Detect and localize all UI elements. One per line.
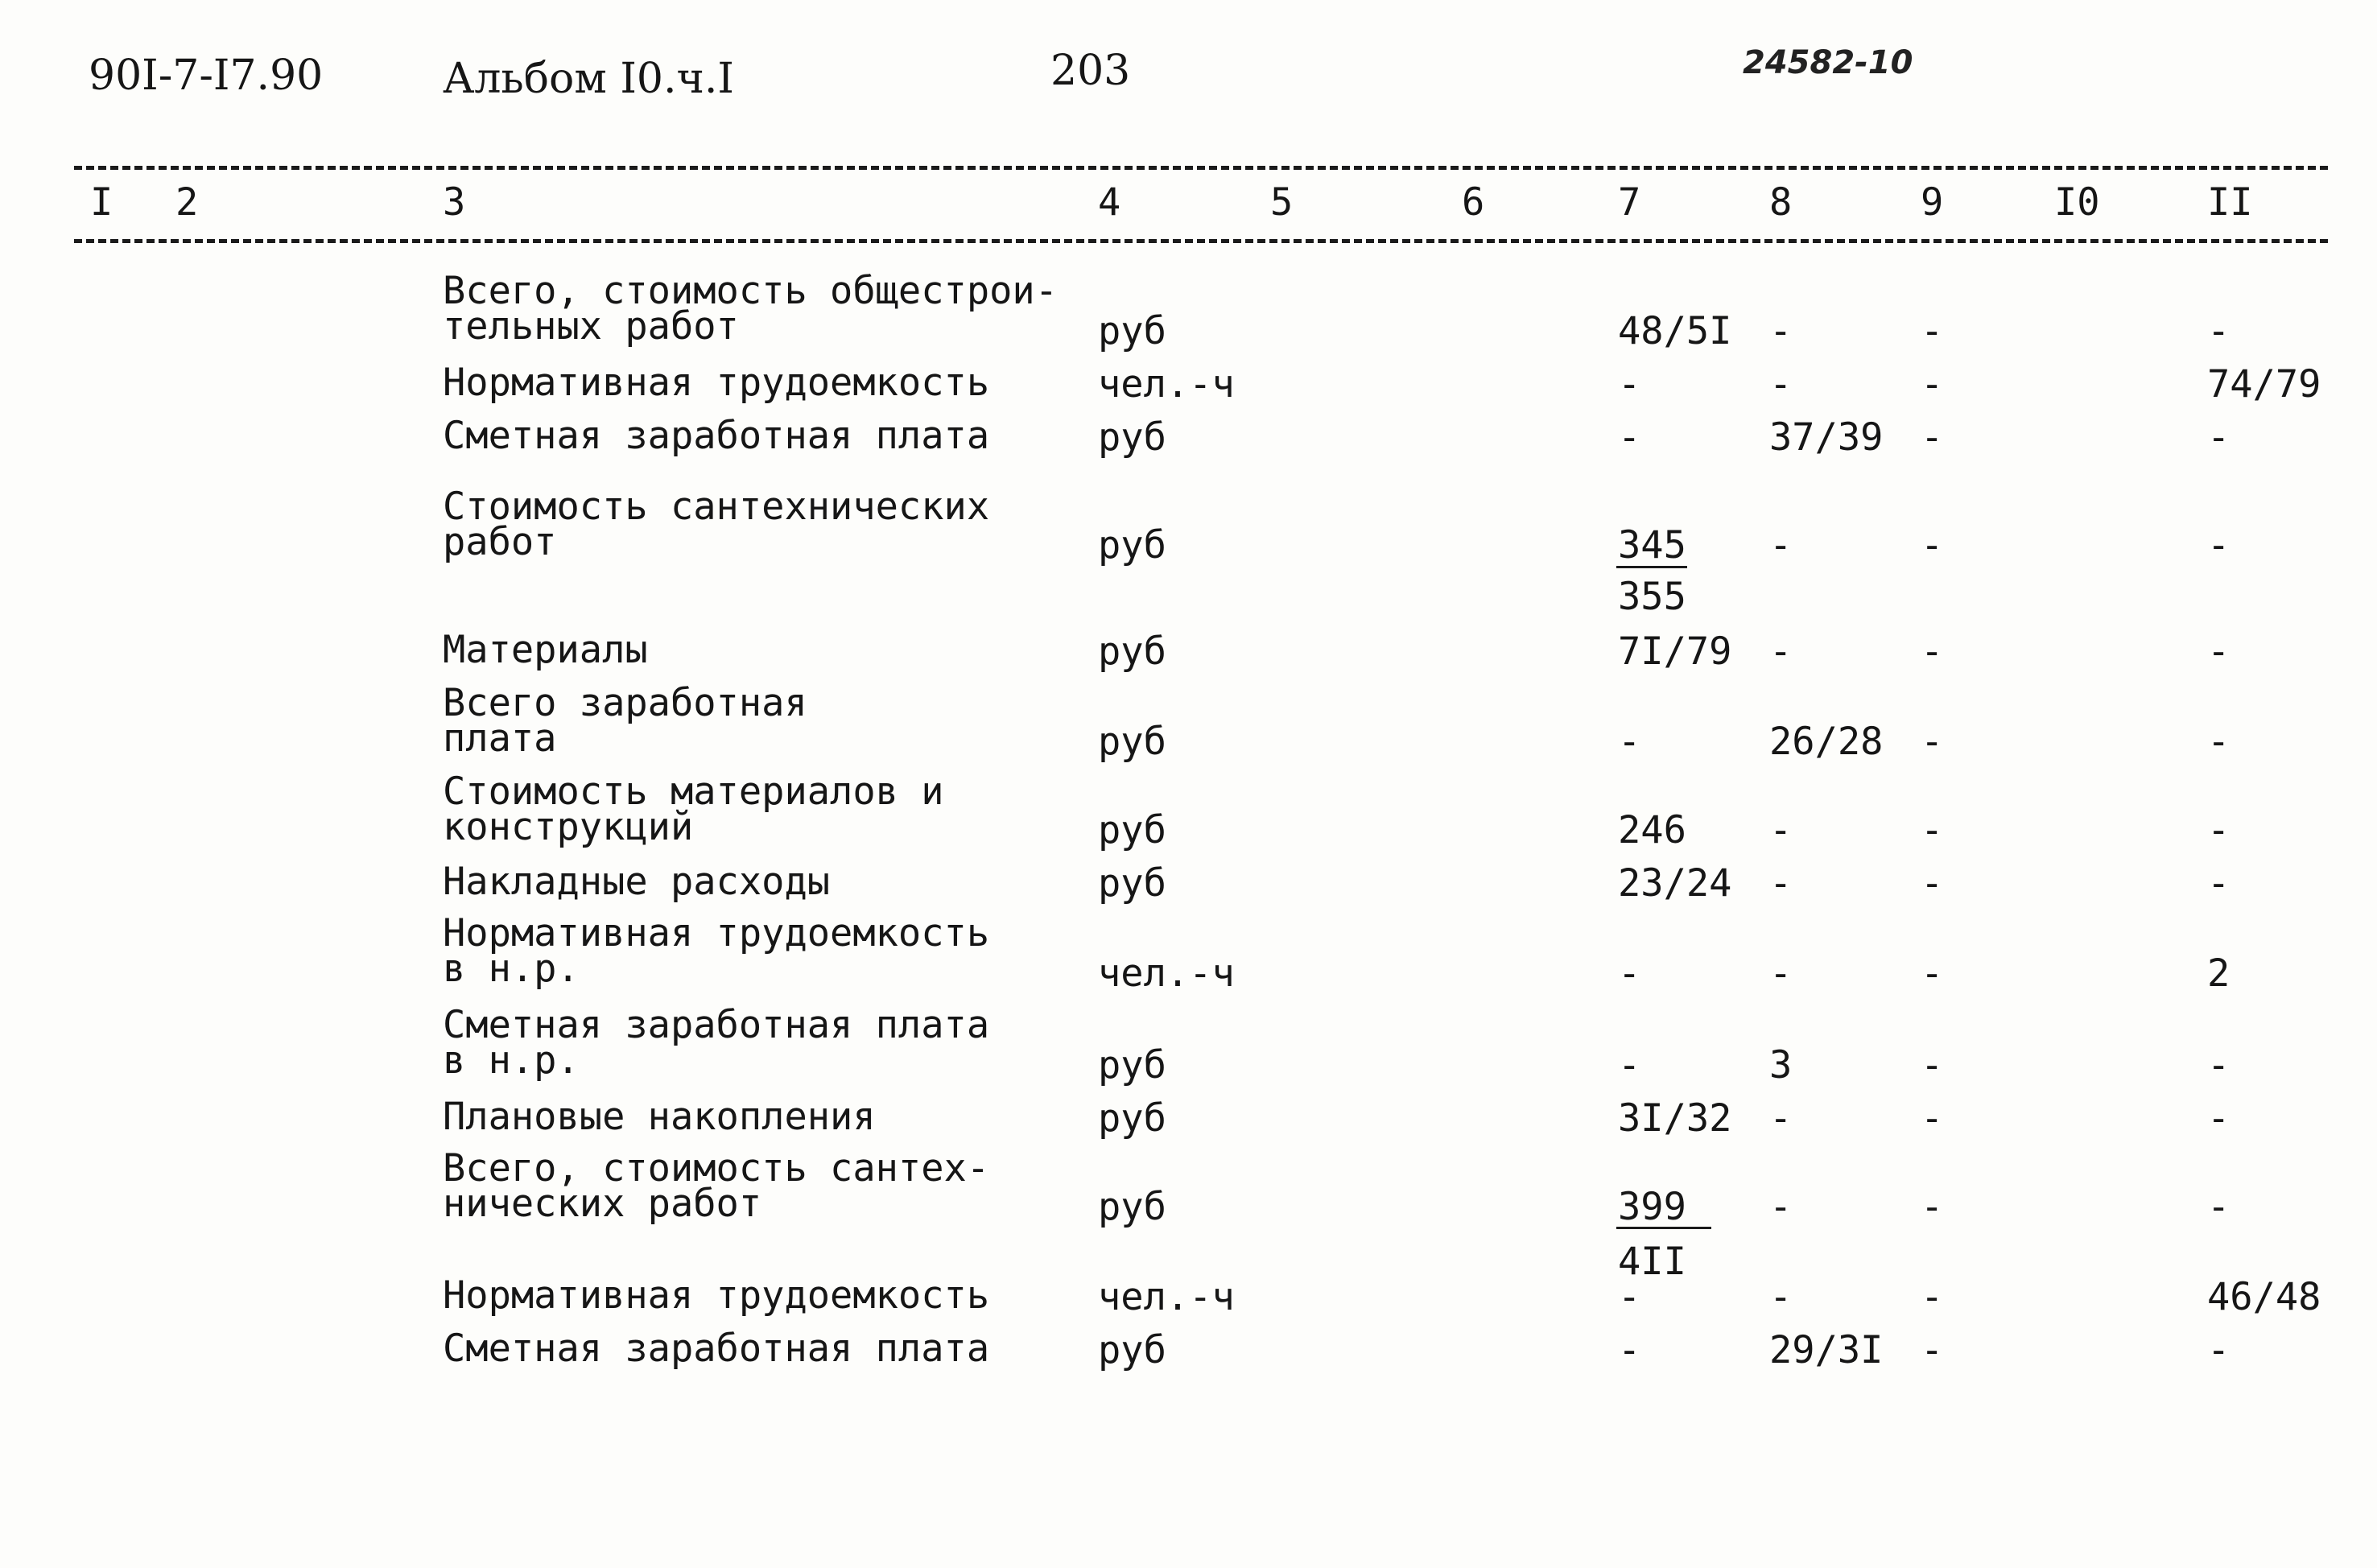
row-label: Материалы <box>443 628 648 672</box>
album-label: Альбом I0.ч.I <box>443 55 734 103</box>
row-label: Нормативная трудоемкость <box>443 1273 990 1318</box>
col11-cell: - <box>2207 720 2231 764</box>
col11-cell: 74/79 <box>2207 362 2321 406</box>
col8-cell: - <box>1769 523 1793 567</box>
unit-cell: чел.-ч <box>1098 362 1235 406</box>
col7-cell: - <box>1618 1275 1641 1319</box>
col7-cell: - <box>1618 1328 1641 1372</box>
unit-cell: руб <box>1098 523 1166 567</box>
column-header-10: I0 <box>2054 180 2100 225</box>
col11-cell: - <box>2207 1096 2231 1141</box>
column-header-6: 6 <box>1462 180 1485 225</box>
col9-cell: - <box>1921 1096 1944 1141</box>
row-label: Всего, стоимость общестрои- тельных работ <box>443 269 1059 349</box>
col7-numerator: 399 <box>1618 1185 1686 1229</box>
col11-cell: - <box>2207 309 2231 353</box>
col8-cell: - <box>1769 362 1793 406</box>
unit-cell: руб <box>1098 1043 1166 1087</box>
col11-cell: - <box>2207 523 2231 567</box>
col9-cell: - <box>1921 629 1944 674</box>
col11-cell: - <box>2207 1328 2231 1372</box>
row-label: Сметная заработная плата <box>443 1327 990 1371</box>
col11-cell: 2 <box>2207 951 2231 996</box>
unit-cell: руб <box>1098 808 1166 852</box>
row-label: Сметная заработная плата в н.р. <box>443 1003 990 1083</box>
row-label: Стоимость сантехнических работ <box>443 485 990 564</box>
col7-cell: 3I/32 <box>1618 1096 1732 1141</box>
row-label: Сметная заработная плата <box>443 414 990 458</box>
col8-cell: - <box>1769 808 1793 852</box>
col7-cell: - <box>1618 362 1641 406</box>
col9-cell: - <box>1921 720 1944 764</box>
unit-cell: руб <box>1098 415 1166 460</box>
col8-cell: - <box>1769 1096 1793 1141</box>
col9-cell: - <box>1921 1185 1944 1229</box>
col9-cell: - <box>1921 523 1944 567</box>
unit-cell: руб <box>1098 861 1166 906</box>
document-code: 90I-7-I7.90 <box>89 52 324 100</box>
col7-cell: 246 <box>1618 808 1686 852</box>
bottom-dashed-rule <box>74 239 2328 243</box>
col11-cell: - <box>2207 1043 2231 1087</box>
col9-cell: - <box>1921 808 1944 852</box>
col7-denominator: 355 <box>1618 575 1686 619</box>
column-header-11: II <box>2207 180 2253 225</box>
page-number: 203 <box>1050 47 1131 95</box>
unit-cell: чел.-ч <box>1098 951 1235 996</box>
unit-cell: чел.-ч <box>1098 1275 1235 1319</box>
column-header-4: 4 <box>1098 180 1121 225</box>
column-header-8: 8 <box>1769 180 1793 225</box>
col9-cell: - <box>1921 1275 1944 1319</box>
col8-cell: - <box>1769 629 1793 674</box>
col7-numerator: 345 <box>1618 523 1686 567</box>
col7-cell: - <box>1618 415 1641 460</box>
col11-cell: - <box>2207 629 2231 674</box>
unit-cell: руб <box>1098 720 1166 764</box>
column-header-9: 9 <box>1921 180 1944 225</box>
col9-cell: - <box>1921 362 1944 406</box>
col8-cell: - <box>1769 951 1793 996</box>
col7-cell: 23/24 <box>1618 861 1732 906</box>
inventory-number: 24582-10 <box>1743 44 1913 81</box>
col7-cell: - <box>1618 951 1641 996</box>
col8-cell: 29/3I <box>1769 1328 1884 1372</box>
col8-cell: - <box>1769 1275 1793 1319</box>
column-header-1: I <box>90 180 113 225</box>
col8-cell: - <box>1769 1185 1793 1229</box>
col8-cell: 37/39 <box>1769 415 1884 460</box>
col7-cell: - <box>1618 1043 1641 1087</box>
col9-cell: - <box>1921 1328 1944 1372</box>
column-header-5: 5 <box>1270 180 1294 225</box>
col8-cell: 26/28 <box>1769 720 1884 764</box>
column-header-3: 3 <box>443 180 466 225</box>
column-header-7: 7 <box>1618 180 1641 225</box>
unit-cell: руб <box>1098 1096 1166 1141</box>
row-label: Стоимость материалов и конструкций <box>443 770 944 849</box>
col8-cell: - <box>1769 309 1793 353</box>
col7-cell: - <box>1618 720 1641 764</box>
col8-cell: - <box>1769 861 1793 906</box>
row-label: Нормативная трудоемкость в н.р. <box>443 911 990 991</box>
row-label: Всего заработная плата <box>443 681 807 761</box>
column-header-2: 2 <box>175 180 199 225</box>
col7-cell: 48/5I <box>1618 309 1732 353</box>
col11-cell: - <box>2207 808 2231 852</box>
col11-cell: - <box>2207 415 2231 460</box>
col9-cell: - <box>1921 415 1944 460</box>
col7-cell: 7I/79 <box>1618 629 1732 674</box>
unit-cell: руб <box>1098 1185 1166 1229</box>
row-label: Всего, стоимость сантех- нических работ <box>443 1146 990 1226</box>
col9-cell: - <box>1921 309 1944 353</box>
unit-cell: руб <box>1098 1328 1166 1372</box>
col9-cell: - <box>1921 951 1944 996</box>
unit-cell: руб <box>1098 629 1166 674</box>
row-label: Плановые накопления <box>443 1095 876 1139</box>
col11-cell: - <box>2207 1185 2231 1229</box>
col9-cell: - <box>1921 1043 1944 1087</box>
col8-cell: 3 <box>1769 1043 1793 1087</box>
fraction-bar <box>1616 566 1687 568</box>
unit-cell: руб <box>1098 309 1166 353</box>
col11-cell: 46/48 <box>2207 1275 2321 1319</box>
col11-cell: - <box>2207 861 2231 906</box>
top-dashed-rule <box>74 166 2328 170</box>
row-label: Накладные расходы <box>443 860 831 904</box>
row-label: Нормативная трудоемкость <box>443 361 990 405</box>
col7-denominator: 4II <box>1618 1240 1686 1284</box>
col9-cell: - <box>1921 861 1944 906</box>
fraction-bar <box>1616 1227 1711 1229</box>
